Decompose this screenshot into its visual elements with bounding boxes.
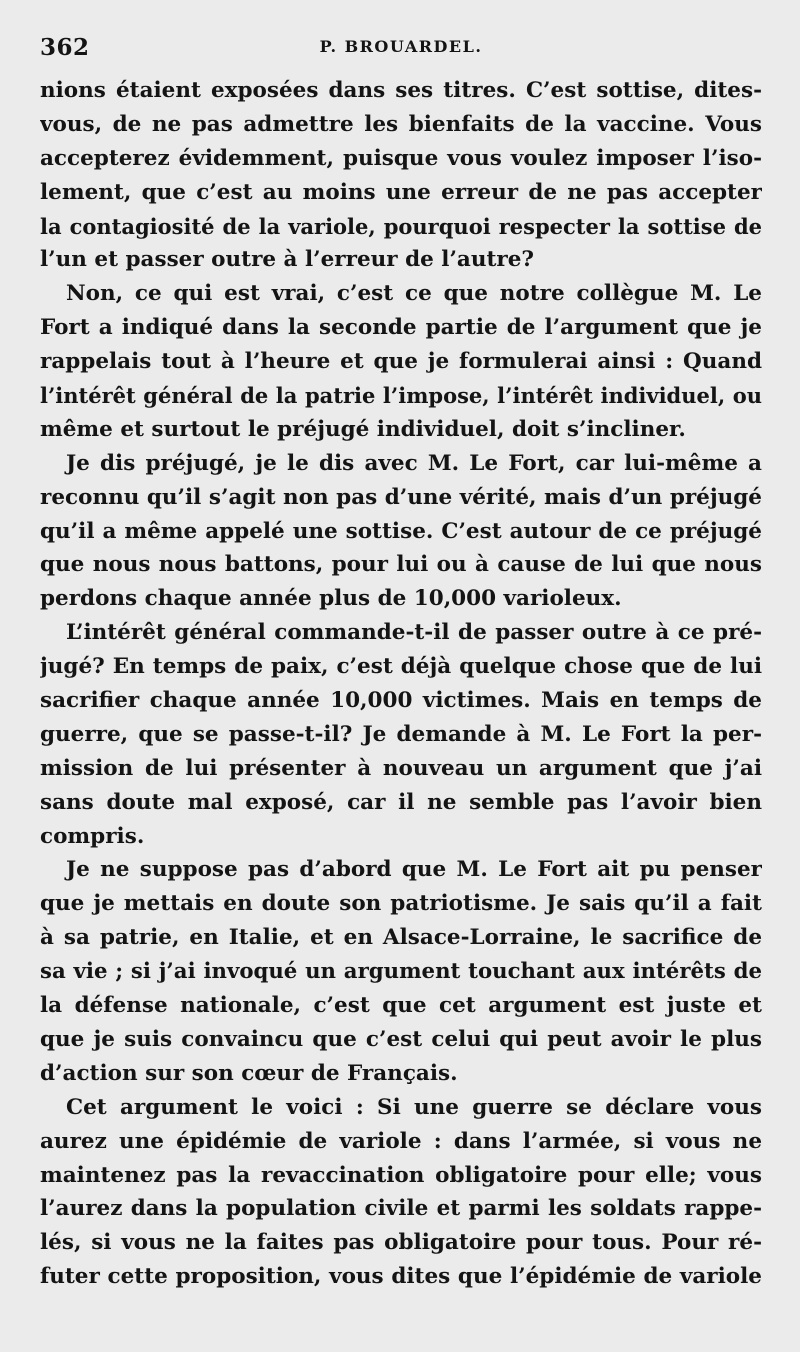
text-line: qu’il a même appelé une sottise. C’est autour de ce préjugé — [40, 518, 762, 544]
text-line: sans doute mal exposé, car il ne semble pas l’avoir bien — [40, 789, 762, 815]
text-line: sa vie ; si j’ai invoqué un argument touchant aux intérêts de — [40, 959, 762, 985]
text-line: compris. — [40, 823, 145, 849]
text-line: l’intérêt général de la patrie l’impose, l’intérêt individuel, ou — [40, 383, 762, 409]
text-line: Fort a indiqué dans la seconde partie de l’argument que je — [40, 315, 762, 341]
text-line: rappelais tout à l’heure et que je formulerai ainsi : Quand — [40, 349, 762, 375]
text-line: futer cette proposition, vous dites que l’épidémie de variole — [40, 1264, 762, 1290]
page-header — [40, 34, 762, 74]
text-line: la défense nationale, c’est que cet argument est juste et — [40, 993, 762, 1019]
text-line: lés, si vous ne la faites pas obligatoire pour tous. Pour ré- — [40, 1230, 762, 1256]
text-line: jugé? En temps de paix, c’est déjà quelque chose que de lui — [40, 654, 762, 680]
text-line: à sa patrie, en Italie, et en Alsace-Lorraine, le sacrifice de — [40, 925, 762, 951]
text-line: que nous nous battons, pour lui ou à cause de lui que nous — [40, 552, 762, 578]
text-line: perdons chaque année plus de 10,000 varioleux. — [40, 586, 622, 612]
text-line: Je dis préjugé, je le dis avec M. Le Fort, car lui-même a — [66, 450, 762, 476]
running-head: P. BROUARDEL. — [319, 37, 483, 56]
text-line: l’un et passer outre à l’erreur de l’autre? — [40, 247, 535, 273]
text-line: sacrifier chaque année 10,000 victimes. Mais en temps de — [40, 688, 762, 714]
text-line: guerre, que se passe-t-il? Je demande à M. Le Fort la per- — [40, 721, 762, 747]
text-line: l’aurez dans la population civile et parmi les soldats rappe- — [40, 1196, 762, 1222]
text-line: maintenez pas la revaccination obligatoire pour elle; vous — [40, 1162, 762, 1188]
text-line: aurez une épidémie de variole : dans l’armée, si vous ne — [40, 1128, 762, 1154]
page-number: 362 — [40, 34, 90, 61]
text-line: reconnu qu’il s’agit non pas d’une vérité, mais d’un préjugé — [40, 484, 762, 510]
text-line: vous, de ne pas admettre les bienfaits de la vaccine. Vous — [40, 111, 762, 137]
text-line: Cet argument le voici : Si une guerre se déclare vous — [66, 1094, 762, 1120]
text-line: L’intérêt général commande-t-il de passer outre à ce pré- — [66, 620, 762, 646]
text-line: d’action sur son cœur de Français. — [40, 1060, 458, 1086]
text-line: accepterez évidemment, puisque vous voulez imposer l’iso- — [40, 145, 762, 171]
text-line: Non, ce qui est vrai, c’est ce que notre collègue M. Le — [66, 281, 762, 307]
text-line: lement, que c’est au moins une erreur de ne pas accepter — [40, 179, 762, 205]
text-line: la contagiosité de la variole, pourquoi respecter la sottise de — [40, 213, 762, 239]
text-line: que je mettais en doute son patriotisme. Je sais qu’il a fait — [40, 891, 762, 917]
text-line: que je suis convaincu que c’est celui qui peut avoir le plus — [40, 1026, 762, 1052]
text-line: nions étaient exposées dans ses titres. C’est sottise, dites- — [40, 78, 762, 103]
text-line: même et surtout le préjugé individuel, doit s’incliner. — [40, 416, 686, 442]
text-line: Je ne suppose pas d’abord que M. Le Fort ait pu penser — [66, 857, 762, 883]
text-line: mission de lui présenter à nouveau un argument que j’ai — [40, 755, 762, 781]
body-text — [40, 74, 762, 1294]
